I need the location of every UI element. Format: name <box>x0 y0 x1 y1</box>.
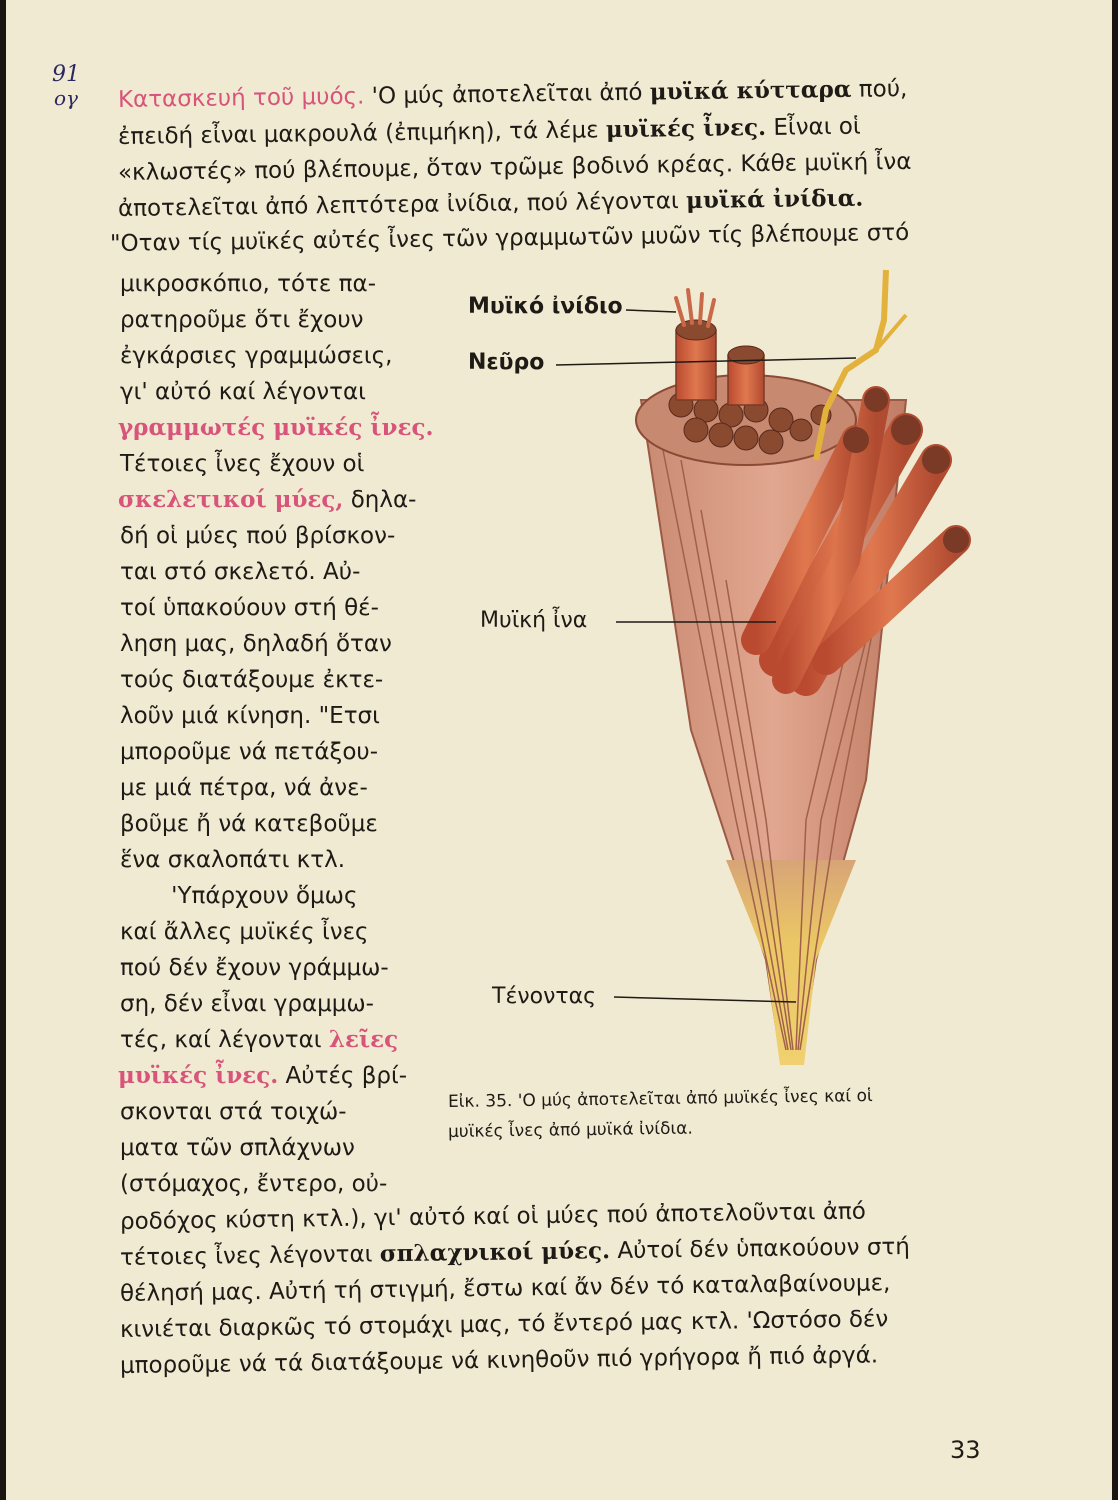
handwritten-number: 91 <box>52 62 80 87</box>
page-number: 33 <box>950 1436 981 1464</box>
left-col-line: μυϊκές ἶνες. Αὐτές βρί- <box>118 1062 408 1089</box>
bottom-line-1: ροδόχος κύστη κτλ.), γι' αὐτό καί οἱ μύες πού ἀποτελοῦνται ἀπό <box>119 1198 866 1235</box>
left-col-line: ται στό σκελετό. Αὐ- <box>120 559 361 585</box>
bottom-line-2: τέτοιες ἶνες λέγονται σπλαχνικοί μύες. Αὐτοί δέν ὑπακούουν στή <box>119 1233 911 1271</box>
left-col-line: μποροῦμε νά πετάξου- <box>120 739 379 765</box>
label-nerve: Νεῦρο <box>468 350 545 375</box>
figure-caption-line-2: μυϊκές ἶνες ἀπό μυϊκά ἰνίδια. <box>447 1118 693 1142</box>
left-col-line: (στόμαχος, ἔντερο, οὐ- <box>120 1171 388 1197</box>
left-col-line: ση, δέν εἶναι γραμμω- <box>120 991 374 1017</box>
left-col-line: με μιά πέτρα, νά ἀνε- <box>120 775 368 801</box>
left-col-line: δή οἱ μύες πού βρίσκον- <box>120 523 396 549</box>
bottom-line-4: κινιέται διαρκῶς τό στομάχι μας, τό ἔντερό μας κτλ. 'Ωστόσο δέν <box>119 1306 889 1343</box>
key-term-muscle-fibers: μυϊκές ἶνες. <box>605 113 767 144</box>
left-col-line: λοῦν μιά κίνηση. "Ετσι <box>120 703 380 729</box>
left-col-line: τοί ὑπακούουν στή θέ- <box>120 595 379 621</box>
bottom-line-3: θέλησή μας. Αὐτή τή στιγμή, ἔστω καί ἄν δέν τό καταλαβαίνουμε, <box>119 1270 891 1307</box>
left-col-line: βοῦμε ἤ νά κατεβοῦμε <box>120 811 378 837</box>
label-muscle-fiber: Μυϊκή ἶνα <box>480 608 588 633</box>
intro-line-3: «κλωστές» πού βλέπουμε, ὅταν τρῶμε βοδινό κρέας. Κάθε μυϊκή ἶνα <box>117 148 912 186</box>
left-col-line: ληση μας, δηλαδή ὅταν <box>120 631 392 657</box>
fiber-end <box>943 527 969 553</box>
intro-line-4: ἀποτελεῖται ἀπό λεπτότερα ἰνίδια, πού λέγονται μυϊκά ἰνίδια. <box>117 184 864 222</box>
left-col-line: γι' αὐτό καί λέγονται <box>120 379 366 405</box>
term-skeletal-muscles: σκελετικοί μύες, <box>118 486 344 513</box>
label-myofibril: Μυϊκό ἰνίδιο <box>468 294 623 319</box>
intro-line-5: "Οταν τίς μυϊκές αὐτές ἶνες τῶν γραμμωτῶν μυῶν τίς βλέπουμε στό <box>109 219 910 257</box>
section-heading: Κατασκευή τοῦ μυός. <box>117 83 365 113</box>
left-col-line: ἕνα σκαλοπάτι κτλ. <box>120 847 346 873</box>
left-col-line: Τέτοιες ἶνες ἔχουν οἱ <box>120 451 365 477</box>
term-smooth-fibers: μυϊκές ἶνες. <box>118 1062 279 1089</box>
intro-line-2: ἐπειδή εἶναι μακρουλά (ἐπιμήκη), τά λέμε μυϊκές ἶνες. Εἶναι οἱ <box>117 113 861 150</box>
left-col-line: τούς διατάξουμε ἐκτε- <box>120 667 384 693</box>
left-col-line: ρατηροῦμε ὅτι ἔχουν <box>120 307 364 333</box>
bottom-line-5: μποροῦμε νά τά διατάξουμε νά κινηθοῦν πιό γρήγορα ἤ πιό ἀργά. <box>119 1342 879 1379</box>
left-col-line: σκελετικοί μύες, δηλα- <box>118 486 417 513</box>
handwritten-note: ογ <box>54 86 78 110</box>
left-col-line: 'Υπάρχουν ὅμως <box>120 883 358 909</box>
left-col-line: ἐγκάρσιες γραμμώσεις, <box>120 343 393 369</box>
key-term-muscle-cells: μυϊκά κύτταρα <box>649 75 852 106</box>
left-col-line: μικροσκόπιο, τότε πα- <box>120 271 376 297</box>
fiber-end <box>864 388 888 412</box>
left-col-line: πού δέν ἔχουν γράμμω- <box>120 955 389 981</box>
figure-caption-line-1: Εἰκ. 35. 'Ο μύς ἀποτελεῖται ἀπό μυϊκές ἶνες καί οἱ <box>447 1086 873 1112</box>
textbook-page <box>6 0 1112 1500</box>
key-term-myofibrils: μυϊκά ἰνίδια. <box>685 184 864 215</box>
term-striated-fibers: γραμμωτές μυϊκές ἶνες. <box>118 414 434 441</box>
key-term-visceral-muscles: σπλαχνικοί μύες. <box>379 1237 611 1268</box>
fiber-end <box>922 446 950 474</box>
fiber-end <box>891 415 921 445</box>
term-smooth: λεῖες <box>328 1026 399 1053</box>
muscle-illustration <box>436 260 996 1100</box>
fiber-end <box>843 427 869 453</box>
intro-line-1: Κατασκευή τοῦ μυός. 'Ο μύς ἀποτελεῖται ἀπό μυϊκά κύτταρα πού, <box>117 75 908 113</box>
left-col-line: ματα τῶν σπλάχνων <box>120 1135 355 1161</box>
left-col-line: τές, καί λέγονται λεῖες <box>120 1026 399 1053</box>
label-tendon: Τένοντας <box>492 984 597 1009</box>
left-col-line: σκονται στά τοιχώ- <box>120 1099 347 1125</box>
left-col-line: καί ἄλλες μυϊκές ἶνες <box>120 919 369 945</box>
